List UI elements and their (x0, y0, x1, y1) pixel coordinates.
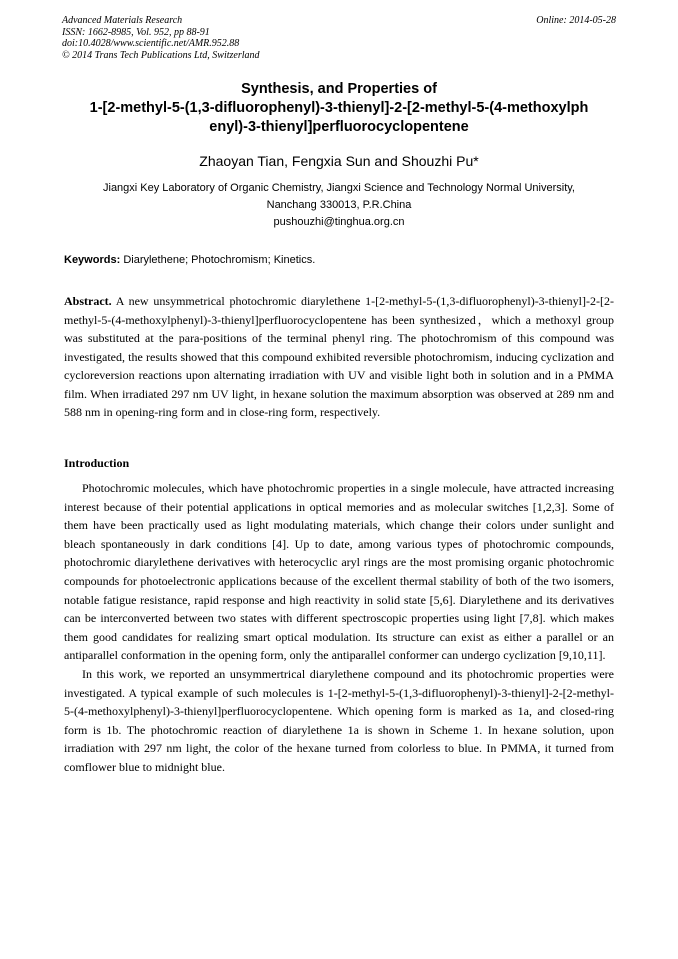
introduction-paragraph-2: In this work, we reported an unsymmertrical diarylethene compound and its photochromic properties were investigated. A typical example of such molecules is 1-[2-methyl-5-(1,3-difluorophenyl)-3-thienyl]-2-[2-methyl-5-(4-methoxylphenyl)-3-thienyl]perfluorocyclopentene. Which opening form is marked as 1a, and closed-ring form is 1b. The photochromic reaction of diarylethene 1a is shown in Scheme 1. In hexane solution, upon irradiation with 297 nm light, the color of the hexane turned from colorless to blue. In PMMA, it turned from comflower blue to midnight blue. (64, 666, 614, 774)
introduction-heading: Introduction (64, 456, 130, 470)
affiliation (62, 180, 616, 231)
affiliation-line-2: Nanchang 330013, P.R.China (266, 199, 412, 211)
journal-header (62, 15, 616, 61)
paper-title (55, 80, 623, 137)
author-email: pushouzhi@tinghua.org.cn (273, 216, 405, 228)
online-date: Online: 2014-05-28 (536, 15, 616, 26)
doi-line: doi:10.4028/www.scientific.net/AMR.952.88 (62, 38, 240, 49)
affiliation-line-1: Jiangxi Key Laboratory of Organic Chemistry, Jiangxi Science and Technology Normal University, (103, 182, 575, 194)
abstract-label: Abstract. (64, 294, 112, 308)
issn-line: ISSN: 1662-8985, Vol. 952, pp 88-91 (62, 26, 210, 38)
keywords-label: Keywords: (64, 254, 121, 266)
copyright-line: © 2014 Trans Tech Publications Ltd, Switzerland (62, 49, 260, 61)
abstract-text: A new unsymmetrical photochromic diarylethene 1-[2-methyl-5-(1,3-difluorophenyl)-3-thienyl]-2-[2-methyl-5-(4-methoxylphenyl)-3-thienyl]perfluorocyclopentene has been synthesized，which a methoxyl group was substituted at the para-positions of the terminal phenyl ring. The photochromism of this compound was investigated, the results showed that this compound exhibited reversible photochromism, inducing cyclization and cycloreversion reactions upon alternating irradiation with UV and visible light both in solution and in a PMMA film. When irradiated 297 nm UV light, in hexane solution the maximum absorption was observed at 289 nm and 588 nm in opening-ring form and in close-ring form, respectively. (64, 294, 614, 419)
introduction-paragraph-1: Photochromic molecules, which have photochromic properties in a single molecule, have attracted increasing interest because of their potential applications in optical memories and as molecular switches [1,2,3]. Some of them have been practically used as light modulating materials, which change their colors under sunlight and bleach spontaneously in dark conditions [4]. Up to date, among various types of photochromic compounds, photochromic diarylethene derivatives with heterocyclic aryl rings are the most promising organic photochromic compounds for photoelectronic applications because of the excellent thermal stability of both of the two isomers, notable fatigue resistance, rapid response and high reactivity in solid state [5,6]. Diarylethene and its derivatives can be interconverted between two states with different spectroscopic properties using light [7,8]. which makes them good candidates for realizing smart optical modulation. Its structure can exist as either a parallel or an antiparallel conformation in the opening form, only the antiparallel conformer can undergo cyclization [9,10,11]. (64, 481, 614, 663)
title-line-1: Synthesis, and Properties of (241, 81, 437, 97)
author-list: Zhaoyan Tian, Fengxia Sun and Shouzhi Pu* (199, 153, 479, 169)
keywords-text: Diarylethene; Photochromism; Kinetics. (123, 254, 316, 266)
journal-name: Advanced Materials Research (62, 15, 183, 26)
title-line-2: 1-[2-methyl-5-(1,3-difluorophenyl)-3-thienyl]-2-[2-methyl-5-(4-methoxylph (89, 100, 589, 116)
keywords (64, 253, 618, 268)
abstract (64, 292, 614, 422)
introduction-body (64, 479, 614, 777)
title-line-3: enyl)-3-thienyl]perfluorocyclopentene (209, 119, 469, 135)
